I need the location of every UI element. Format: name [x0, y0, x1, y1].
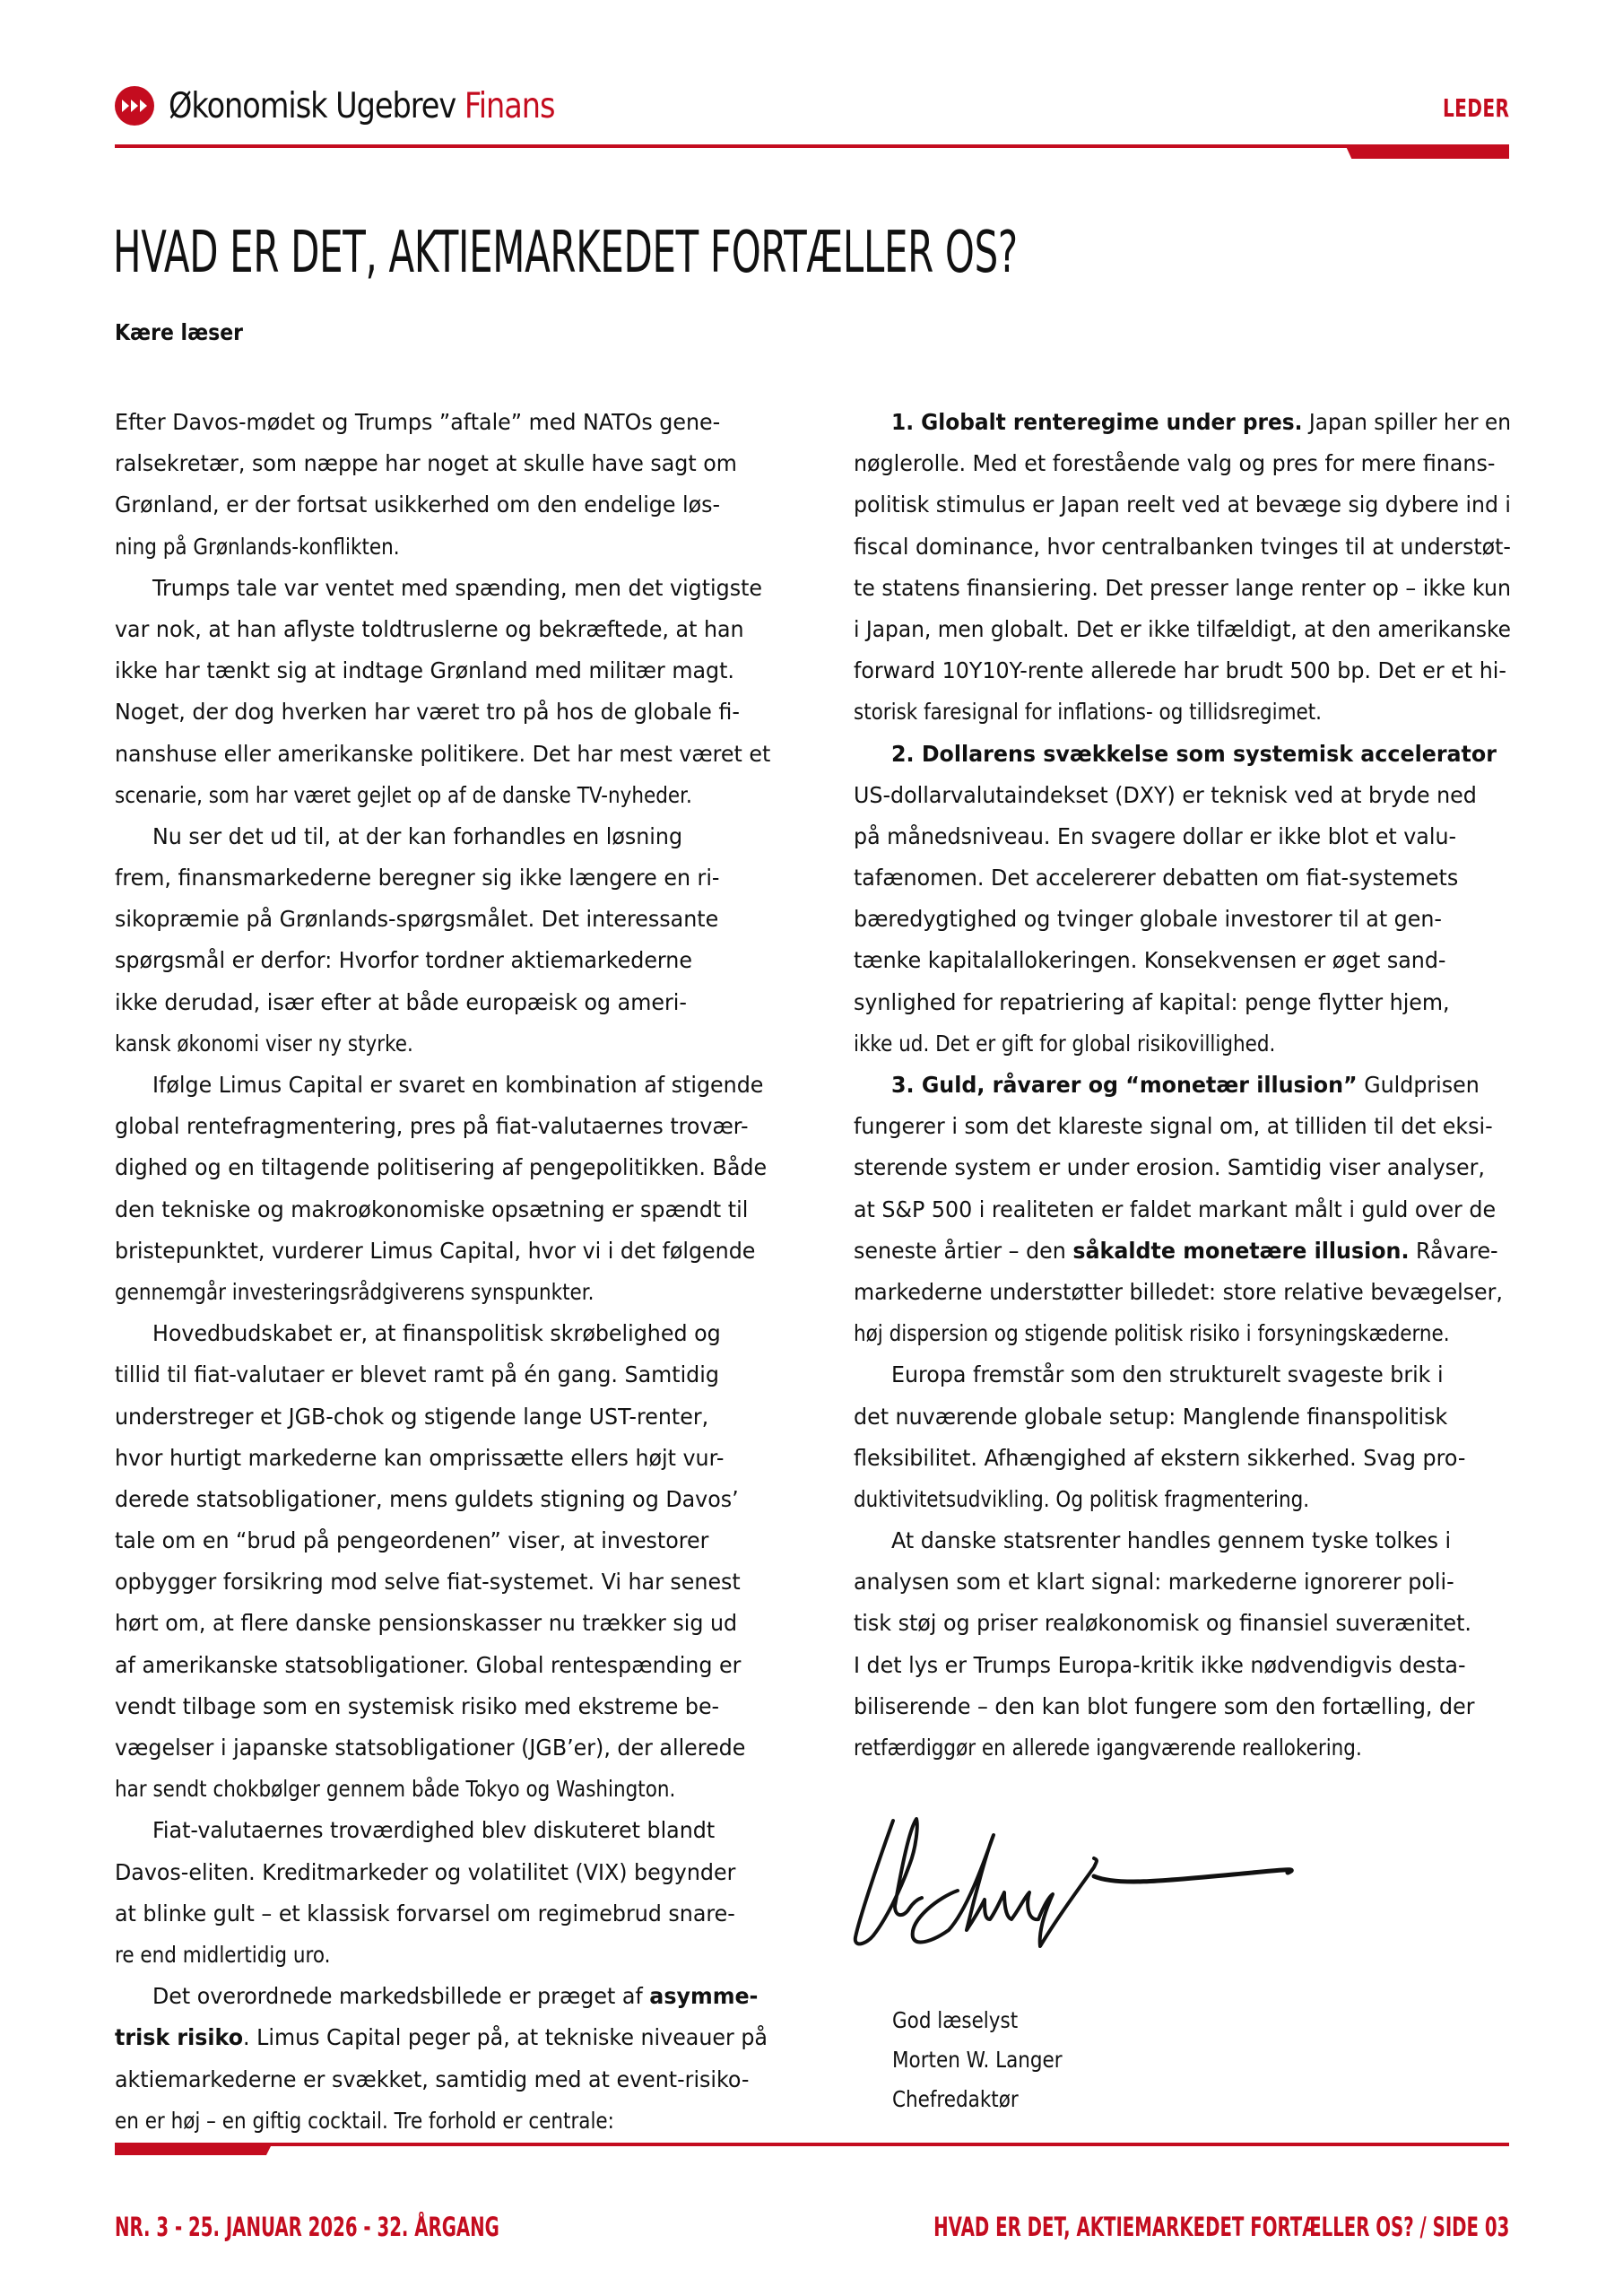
paragraph	[854, 734, 1511, 1065]
text-line: understreger et JGB-chok og stigende lange UST-renter,	[115, 1403, 709, 1430]
text-line: retfærdiggør en allerede igangværende reallokering.	[854, 1735, 1362, 1761]
text-line: tillid til fiat-valutaer er blevet ramt på én gang. Samtidig	[115, 1361, 719, 1388]
header-divider-tab	[1345, 144, 1509, 159]
header-divider	[115, 144, 1509, 148]
text-line: 3. Guld, råvarer og “monetær illusion” Guldprisen	[891, 1072, 1480, 1098]
paragraph	[115, 568, 772, 816]
paragraph	[854, 402, 1511, 734]
text-line: har sendt chokbølger gennem både Tokyo og Washington.	[115, 1776, 676, 1803]
text-line: nøglerolle. Med et forestående valg og pres for mere finans-	[854, 450, 1496, 477]
text-line: At danske statsrenter handles gennem tyske tolkes i	[891, 1527, 1452, 1554]
text-line: hørt om, at flere danske pensionskasser nu trækker sig ud	[115, 1610, 738, 1637]
text-line: synlighed for repatriering af kapital: penge flytter hjem,	[854, 988, 1450, 1015]
text-line: scenarie, som har været gejlet op af de danske TV-nyheder.	[115, 781, 692, 808]
text-line: vendt tilbage som en systemisk risiko med ekstreme be-	[115, 1692, 720, 1719]
text-line: politisk stimulus er Japan reelt ved at bevæge sig dybere ind i	[854, 491, 1511, 518]
text-line: hvor hurtigt markederne kan omprissætte ellers højt vur-	[115, 1444, 725, 1471]
closing-greeting: God læselyst	[892, 2007, 1019, 2033]
text-line: ikke har tænkt sig at indtage Grønland med militær magt.	[115, 657, 734, 684]
article-column-right	[854, 402, 1511, 1769]
brand-name	[169, 86, 554, 126]
text-line: biliserende – den kan blot fungere som den fortælling, der	[854, 1692, 1475, 1719]
text-line: at S&P 500 i realiteten er faldet markant målt i guld over de	[854, 1196, 1497, 1222]
text-line: høj dispersion og stigende politisk risiko i forsyningskæderne.	[854, 1320, 1450, 1347]
text-line: markederne understøtter billedet: store relative bevægelser,	[854, 1278, 1503, 1305]
text-line: analysen som et klart signal: markederne ignorerer poli-	[854, 1569, 1454, 1596]
text-line: Fiat-valutaernes troværdighed blev diskuteret blandt	[152, 1817, 716, 1844]
text-line: fungerer i som det klareste signal om, at tilliden til det eksi-	[854, 1113, 1493, 1140]
text-line: te statens finansiering. Det presser lange renter op – ikke kun	[854, 574, 1511, 601]
text-line: ikke ud. Det er gift for global risikovillighed.	[854, 1030, 1276, 1057]
text-line: tafænomen. Det accelererer debatten om fiat-systemets	[854, 865, 1459, 891]
text-line: Noget, der dog hverken har været tro på hos de globale fi-	[115, 699, 740, 726]
text-line: sikopræmie på Grønlands-spørgsmålet. Det interessante	[115, 906, 719, 933]
text-line: derede statsobligationer, mens guldets stigning og Davos’	[115, 1485, 739, 1512]
paragraph	[115, 816, 772, 1065]
text-line: dighed og en tiltagende politisering af pengepolitikken. Både	[115, 1154, 768, 1181]
text-line: Grønland, er der fortsat usikkerhed om den endelige løs-	[115, 491, 721, 518]
text-line: det nuværende globale setup: Manglende finanspolitisk	[854, 1403, 1448, 1430]
text-line: kansk økonomi viser ny styrke.	[115, 1030, 413, 1057]
page-reference: HVAD ER DET, AKTIEMARKEDET FORTÆLLER OS? / SIDE 03	[933, 2212, 1509, 2242]
paragraph	[854, 1520, 1511, 1769]
text-line: den tekniske og makroøkonomiske opsætning er spændt til	[115, 1196, 749, 1222]
paragraph	[115, 1976, 772, 2142]
text-line: I det lys er Trumps Europa-kritik ikke nødvendigvis desta-	[854, 1651, 1466, 1678]
signature-image	[850, 1794, 1334, 1973]
text-line: Ifølge Limus Capital er svaret en kombination af stigende	[152, 1072, 764, 1098]
text-line: bæredygtighed og tvinger globale investorer til at gen-	[854, 906, 1442, 933]
author-name: Morten W. Langer	[892, 2047, 1063, 2073]
text-line: på månedsniveau. En svagere dollar er ikke blot et valu-	[854, 822, 1457, 849]
text-line: ikke derudad, især efter at både europæisk og ameri-	[115, 988, 687, 1015]
paragraph	[115, 1313, 772, 1810]
text-line: tale om en “brud på pengeordenen” viser, at investorer	[115, 1527, 709, 1554]
text-line: Det overordnede markedsbillede er præget af asymme-	[152, 1983, 759, 2010]
text-line: Davos-eliten. Kreditmarkeder og volatilitet (VIX) begynder	[115, 1858, 736, 1885]
text-line: vægelser i japanske statsobligationer (JGB’er), der allerede	[115, 1735, 746, 1761]
text-line: frem, finansmarkederne beregner sig ikke længere en ri-	[115, 865, 720, 891]
text-line: seneste årtier – den såkaldte monetære illusion. Råvare-	[854, 1237, 1498, 1264]
paragraph	[115, 1810, 772, 1976]
text-line: sterende system er under erosion. Samtidig viser analyser,	[854, 1154, 1485, 1181]
text-line: af amerikanske statsobligationer. Global rentespænding er	[115, 1651, 742, 1678]
text-line: global rentefragmentering, pres på fiat-valutaernes trovær-	[115, 1113, 749, 1140]
text-line: at blinke gult – et klassisk forvarsel om regimebrud snare-	[115, 1900, 735, 1926]
author-role: Chefredaktør	[892, 2086, 1019, 2112]
paragraph	[115, 402, 772, 568]
text-line: en er høj – en giftig cocktail. Tre forhold er centrale:	[115, 2107, 614, 2134]
text-line: ning på Grønlands-konflikten.	[115, 533, 400, 560]
text-line: aktiemarkederne er svækket, samtidig med at event-risiko-	[115, 2066, 750, 2092]
text-line: Efter Davos-mødet og Trumps ”aftale” med NATOs gene-	[115, 409, 721, 435]
publication-logo	[115, 83, 617, 129]
salutation: Kære læser	[115, 319, 243, 345]
text-line: var nok, at han aflyste toldtruslerne og bekræftede, at han	[115, 615, 744, 642]
text-line: Trumps tale var ventet med spænding, men det vigtigste	[152, 574, 763, 601]
article-title: HVAD ER DET, AKTIEMARKEDET FORTÆLLER OS?	[113, 220, 1018, 286]
text-line: ralsekretær, som næppe har noget at skulle have sagt om	[115, 450, 737, 477]
article-column-left	[115, 402, 772, 2142]
text-line: forward 10Y10Y-rente allerede har brudt 500 bp. Det er et hi-	[854, 657, 1506, 684]
text-line: duktivitetsudvikling. Og politisk fragmentering.	[854, 1485, 1310, 1512]
text-line: gennemgår investeringsrådgiverens synspunkter.	[115, 1278, 595, 1305]
text-line: tænke kapitalallokeringen. Konsekvensen er øget sand-	[854, 947, 1446, 974]
text-line: trisk risiko. Limus Capital peger på, at tekniske niveauer på	[115, 2024, 768, 2051]
footer-divider	[269, 2143, 1509, 2146]
text-line: 2. Dollarens svækkelse som systemisk accelerator	[891, 740, 1497, 767]
text-line: bristepunktet, vurderer Limus Capital, hvor vi i det følgende	[115, 1237, 756, 1264]
text-line: i Japan, men globalt. Det er ikke tilfældigt, at den amerikanske	[854, 615, 1511, 642]
text-line: Nu ser det ud til, at der kan forhandles en løsning	[152, 822, 683, 849]
paragraph	[115, 1065, 772, 1313]
paragraph	[854, 1354, 1511, 1520]
text-line: tisk støj og priser realøkonomisk og finansiel suverænitet.	[854, 1610, 1471, 1637]
text-line: fleksibilitet. Afhængighed af ekstern sikkerhed. Svag pro-	[854, 1444, 1466, 1471]
section-label: LEDER	[1442, 93, 1509, 123]
text-line: Hovedbudskabet er, at finanspolitisk skrøbelighed og	[152, 1320, 721, 1347]
text-line: Europa fremstår som den strukturelt svageste brik i	[891, 1361, 1444, 1388]
brand-main: Økonomisk Ugebrev	[169, 85, 456, 126]
text-line: 1. Globalt renteregime under pres. Japan spiller her en	[891, 409, 1511, 435]
text-line: fiscal dominance, hvor centralbanken tvinges til at understøt-	[854, 533, 1511, 560]
fast-forward-circle-icon	[115, 86, 154, 126]
paragraph	[854, 1065, 1511, 1354]
issue-info: NR. 3 - 25. JANUAR 2026 - 32. ÅRGANG	[115, 2212, 499, 2242]
text-line: spørgsmål er derfor: Hvorfor tordner aktiemarkederne	[115, 947, 692, 974]
text-line: storisk faresignal for inflations- og tillidsregimet.	[854, 699, 1323, 726]
closing-block	[892, 2001, 1089, 2119]
text-line: opbygger forsikring mod selve fiat-systemet. Vi har senest	[115, 1569, 741, 1596]
text-line: nanshuse eller amerikanske politikere. Det har mest været et	[115, 740, 771, 767]
text-line: re end midlertidig uro.	[115, 1941, 331, 1968]
footer-divider-tab	[115, 2143, 273, 2155]
brand-accent: Finans	[464, 85, 555, 126]
text-line: US-dollarvalutaindekset (DXY) er teknisk ved at bryde ned	[854, 781, 1477, 808]
